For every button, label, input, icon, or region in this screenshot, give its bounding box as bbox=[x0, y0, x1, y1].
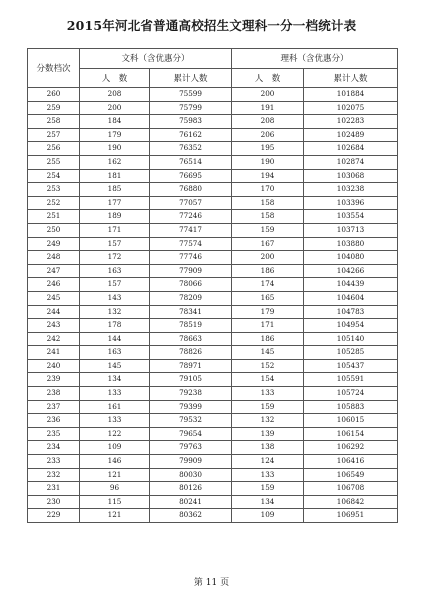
table-body bbox=[28, 88, 398, 523]
science-count-cell: 109 bbox=[232, 509, 304, 523]
science-cumulative-cell: 105437 bbox=[304, 359, 398, 373]
arts-count-cell: 184 bbox=[80, 115, 150, 129]
science-cumulative-cell: 105883 bbox=[304, 400, 398, 414]
arts-cumulative-header: 累计人数 bbox=[150, 68, 232, 88]
arts-cumulative-cell: 78971 bbox=[150, 359, 232, 373]
science-count-cell: 159 bbox=[232, 223, 304, 237]
arts-cumulative-cell: 76695 bbox=[150, 169, 232, 183]
arts-count-cell: 132 bbox=[80, 305, 150, 319]
table-row bbox=[28, 251, 398, 265]
table-row bbox=[28, 88, 398, 102]
score-cell: 239 bbox=[28, 373, 80, 387]
table-row bbox=[28, 196, 398, 210]
table-row bbox=[28, 373, 398, 387]
science-cumulative-cell: 102075 bbox=[304, 101, 398, 115]
science-cumulative-cell: 106951 bbox=[304, 509, 398, 523]
arts-count-cell: 133 bbox=[80, 414, 150, 428]
science-cumulative-cell: 102684 bbox=[304, 142, 398, 156]
arts-count-cell: 171 bbox=[80, 223, 150, 237]
science-count-cell: 191 bbox=[232, 101, 304, 115]
score-cell: 255 bbox=[28, 155, 80, 169]
science-cumulative-cell: 102283 bbox=[304, 115, 398, 129]
table-row bbox=[28, 115, 398, 129]
page-title: 2015年河北省普通高校招生文理科一分一档统计表 bbox=[66, 18, 357, 33]
arts-cumulative-cell: 75599 bbox=[150, 88, 232, 102]
arts-count-cell: 145 bbox=[80, 359, 150, 373]
table-row bbox=[28, 237, 398, 251]
arts-cumulative-cell: 80362 bbox=[150, 509, 232, 523]
science-cumulative-cell: 104604 bbox=[304, 291, 398, 305]
science-cumulative-cell: 106015 bbox=[304, 414, 398, 428]
table-row bbox=[28, 509, 398, 523]
science-count-cell: 167 bbox=[232, 237, 304, 251]
arts-cumulative-cell: 75799 bbox=[150, 101, 232, 115]
table-row bbox=[28, 455, 398, 469]
arts-count-cell: 109 bbox=[80, 441, 150, 455]
science-count-cell: 186 bbox=[232, 264, 304, 278]
score-cell: 236 bbox=[28, 414, 80, 428]
arts-cumulative-cell: 80030 bbox=[150, 468, 232, 482]
arts-count-cell: 121 bbox=[80, 509, 150, 523]
arts-cumulative-cell: 79763 bbox=[150, 441, 232, 455]
science-cumulative-cell: 106292 bbox=[304, 441, 398, 455]
table-row bbox=[28, 278, 398, 292]
science-cumulative-cell: 103554 bbox=[304, 210, 398, 224]
table-row bbox=[28, 264, 398, 278]
arts-count-cell: 177 bbox=[80, 196, 150, 210]
table-row bbox=[28, 155, 398, 169]
score-cell: 245 bbox=[28, 291, 80, 305]
science-count-cell: 152 bbox=[232, 359, 304, 373]
score-cell: 231 bbox=[28, 482, 80, 496]
table-row bbox=[28, 305, 398, 319]
arts-count-cell: 162 bbox=[80, 155, 150, 169]
arts-cumulative-cell: 77909 bbox=[150, 264, 232, 278]
arts-cumulative-cell: 79105 bbox=[150, 373, 232, 387]
arts-cumulative-cell: 77417 bbox=[150, 223, 232, 237]
arts-count-cell: 163 bbox=[80, 264, 150, 278]
science-count-cell: 133 bbox=[232, 387, 304, 401]
table-row bbox=[28, 400, 398, 414]
score-cell: 237 bbox=[28, 400, 80, 414]
table-row bbox=[28, 414, 398, 428]
score-cell: 248 bbox=[28, 251, 80, 265]
arts-count-cell: 172 bbox=[80, 251, 150, 265]
arts-cumulative-cell: 78066 bbox=[150, 278, 232, 292]
table-row bbox=[28, 332, 398, 346]
table-row bbox=[28, 495, 398, 509]
table-row bbox=[28, 169, 398, 183]
science-count-cell: 159 bbox=[232, 482, 304, 496]
science-count-cell: 179 bbox=[232, 305, 304, 319]
table-row bbox=[28, 319, 398, 333]
arts-cumulative-cell: 77246 bbox=[150, 210, 232, 224]
science-cumulative-cell: 106708 bbox=[304, 482, 398, 496]
arts-count-cell: 181 bbox=[80, 169, 150, 183]
science-cumulative-cell: 106154 bbox=[304, 427, 398, 441]
science-count-cell: 158 bbox=[232, 210, 304, 224]
arts-header: 文科（含优惠分） bbox=[80, 49, 232, 69]
arts-count-cell: 134 bbox=[80, 373, 150, 387]
arts-cumulative-cell: 75983 bbox=[150, 115, 232, 129]
arts-count-cell: 189 bbox=[80, 210, 150, 224]
arts-count-cell: 208 bbox=[80, 88, 150, 102]
score-cell: 240 bbox=[28, 359, 80, 373]
arts-cumulative-cell: 76514 bbox=[150, 155, 232, 169]
score-cell: 232 bbox=[28, 468, 80, 482]
score-cell: 251 bbox=[28, 210, 80, 224]
score-cell: 257 bbox=[28, 128, 80, 142]
table-row bbox=[28, 387, 398, 401]
arts-cumulative-cell: 78663 bbox=[150, 332, 232, 346]
score-cell: 244 bbox=[28, 305, 80, 319]
arts-count-cell: 161 bbox=[80, 400, 150, 414]
arts-count-cell: 200 bbox=[80, 101, 150, 115]
science-header: 理科（含优惠分） bbox=[232, 49, 398, 69]
science-cumulative-cell: 104439 bbox=[304, 278, 398, 292]
science-cumulative-cell: 101884 bbox=[304, 88, 398, 102]
science-cumulative-header: 累计人数 bbox=[304, 68, 398, 88]
arts-count-cell: 144 bbox=[80, 332, 150, 346]
score-cell: 229 bbox=[28, 509, 80, 523]
score-cell: 247 bbox=[28, 264, 80, 278]
score-cell: 242 bbox=[28, 332, 80, 346]
science-count-cell: 194 bbox=[232, 169, 304, 183]
science-count-cell: 165 bbox=[232, 291, 304, 305]
science-cumulative-cell: 106842 bbox=[304, 495, 398, 509]
table-row bbox=[28, 468, 398, 482]
arts-cumulative-cell: 79532 bbox=[150, 414, 232, 428]
science-count-cell: 145 bbox=[232, 346, 304, 360]
table-row bbox=[28, 142, 398, 156]
science-count-cell: 200 bbox=[232, 88, 304, 102]
score-cell: 230 bbox=[28, 495, 80, 509]
arts-cumulative-cell: 79909 bbox=[150, 455, 232, 469]
arts-cumulative-cell: 79238 bbox=[150, 387, 232, 401]
science-cumulative-cell: 106549 bbox=[304, 468, 398, 482]
science-cumulative-cell: 106416 bbox=[304, 455, 398, 469]
science-cumulative-cell: 102489 bbox=[304, 128, 398, 142]
arts-count-cell: 190 bbox=[80, 142, 150, 156]
science-cumulative-cell: 105591 bbox=[304, 373, 398, 387]
table-row bbox=[28, 128, 398, 142]
arts-cumulative-cell: 78519 bbox=[150, 319, 232, 333]
table-row bbox=[28, 291, 398, 305]
science-count-header: 人 数 bbox=[232, 68, 304, 88]
science-count-cell: 190 bbox=[232, 155, 304, 169]
science-count-cell: 138 bbox=[232, 441, 304, 455]
arts-cumulative-cell: 80126 bbox=[150, 482, 232, 496]
science-cumulative-cell: 105724 bbox=[304, 387, 398, 401]
science-count-cell: 171 bbox=[232, 319, 304, 333]
arts-cumulative-cell: 77746 bbox=[150, 251, 232, 265]
arts-count-cell: 178 bbox=[80, 319, 150, 333]
arts-count-cell: 157 bbox=[80, 278, 150, 292]
arts-count-cell: 185 bbox=[80, 183, 150, 197]
arts-count-header: 人 数 bbox=[80, 68, 150, 88]
arts-cumulative-cell: 78341 bbox=[150, 305, 232, 319]
table-row bbox=[28, 223, 398, 237]
science-count-cell: 186 bbox=[232, 332, 304, 346]
arts-cumulative-cell: 77057 bbox=[150, 196, 232, 210]
science-count-cell: 132 bbox=[232, 414, 304, 428]
science-cumulative-cell: 105140 bbox=[304, 332, 398, 346]
arts-cumulative-cell: 76880 bbox=[150, 183, 232, 197]
arts-count-cell: 133 bbox=[80, 387, 150, 401]
arts-count-cell: 122 bbox=[80, 427, 150, 441]
science-count-cell: 206 bbox=[232, 128, 304, 142]
score-cell: 235 bbox=[28, 427, 80, 441]
arts-count-cell: 121 bbox=[80, 468, 150, 482]
arts-cumulative-cell: 77574 bbox=[150, 237, 232, 251]
score-cell: 250 bbox=[28, 223, 80, 237]
score-cell: 256 bbox=[28, 142, 80, 156]
science-cumulative-cell: 103238 bbox=[304, 183, 398, 197]
science-cumulative-cell: 102874 bbox=[304, 155, 398, 169]
science-cumulative-cell: 105285 bbox=[304, 346, 398, 360]
score-cell: 252 bbox=[28, 196, 80, 210]
score-cell: 241 bbox=[28, 346, 80, 360]
table-row bbox=[28, 359, 398, 373]
score-cell: 260 bbox=[28, 88, 80, 102]
table-row bbox=[28, 427, 398, 441]
arts-cumulative-cell: 79399 bbox=[150, 400, 232, 414]
arts-count-cell: 179 bbox=[80, 128, 150, 142]
science-cumulative-cell: 103396 bbox=[304, 196, 398, 210]
score-header: 分数档次 bbox=[28, 49, 80, 88]
science-count-cell: 174 bbox=[232, 278, 304, 292]
arts-cumulative-cell: 79654 bbox=[150, 427, 232, 441]
science-cumulative-cell: 103880 bbox=[304, 237, 398, 251]
science-count-cell: 133 bbox=[232, 468, 304, 482]
arts-count-cell: 157 bbox=[80, 237, 150, 251]
science-cumulative-cell: 104080 bbox=[304, 251, 398, 265]
science-count-cell: 154 bbox=[232, 373, 304, 387]
score-cell: 243 bbox=[28, 319, 80, 333]
arts-count-cell: 96 bbox=[80, 482, 150, 496]
score-cell: 249 bbox=[28, 237, 80, 251]
table-row bbox=[28, 101, 398, 115]
science-cumulative-cell: 104954 bbox=[304, 319, 398, 333]
science-count-cell: 170 bbox=[232, 183, 304, 197]
table-row bbox=[28, 482, 398, 496]
arts-count-cell: 115 bbox=[80, 495, 150, 509]
science-count-cell: 195 bbox=[232, 142, 304, 156]
arts-count-cell: 146 bbox=[80, 455, 150, 469]
science-cumulative-cell: 104783 bbox=[304, 305, 398, 319]
science-count-cell: 134 bbox=[232, 495, 304, 509]
score-cell: 258 bbox=[28, 115, 80, 129]
science-count-cell: 200 bbox=[232, 251, 304, 265]
table-row bbox=[28, 183, 398, 197]
score-cell: 233 bbox=[28, 455, 80, 469]
score-table bbox=[27, 48, 398, 523]
science-count-cell: 208 bbox=[232, 115, 304, 129]
table-row bbox=[28, 346, 398, 360]
table-row bbox=[28, 441, 398, 455]
table-row bbox=[28, 210, 398, 224]
science-cumulative-cell: 103713 bbox=[304, 223, 398, 237]
score-cell: 254 bbox=[28, 169, 80, 183]
arts-cumulative-cell: 76352 bbox=[150, 142, 232, 156]
page-number: 第 11 页 bbox=[193, 578, 230, 588]
arts-count-cell: 163 bbox=[80, 346, 150, 360]
science-cumulative-cell: 103068 bbox=[304, 169, 398, 183]
arts-cumulative-cell: 80241 bbox=[150, 495, 232, 509]
science-count-cell: 158 bbox=[232, 196, 304, 210]
arts-cumulative-cell: 76162 bbox=[150, 128, 232, 142]
score-cell: 246 bbox=[28, 278, 80, 292]
score-cell: 253 bbox=[28, 183, 80, 197]
science-count-cell: 159 bbox=[232, 400, 304, 414]
score-cell: 238 bbox=[28, 387, 80, 401]
arts-count-cell: 143 bbox=[80, 291, 150, 305]
score-cell: 259 bbox=[28, 101, 80, 115]
arts-cumulative-cell: 78826 bbox=[150, 346, 232, 360]
science-cumulative-cell: 104266 bbox=[304, 264, 398, 278]
science-count-cell: 124 bbox=[232, 455, 304, 469]
score-cell: 234 bbox=[28, 441, 80, 455]
science-count-cell: 139 bbox=[232, 427, 304, 441]
arts-cumulative-cell: 78209 bbox=[150, 291, 232, 305]
